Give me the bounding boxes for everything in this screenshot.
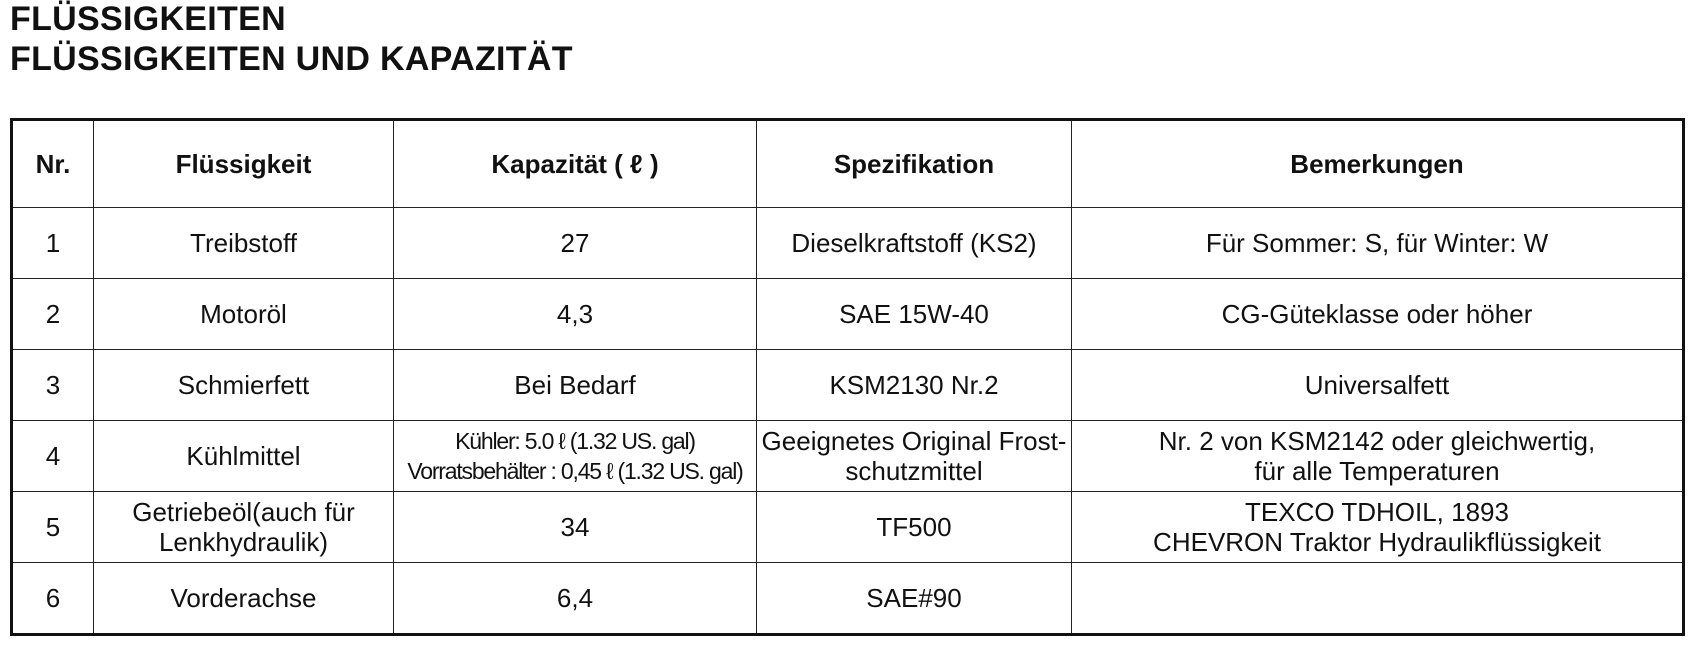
- cell-remarks: [1072, 492, 1684, 563]
- cell-fluid: [94, 350, 394, 421]
- cell-text: 6,4: [556, 583, 594, 613]
- cell-fluid: [94, 279, 394, 350]
- cell-remarks: [1072, 421, 1684, 492]
- cell-specification: [757, 563, 1072, 635]
- column-header-remarks: Bemerkungen: [1072, 120, 1684, 208]
- cell-specification: [757, 208, 1072, 279]
- cell-specification: [757, 421, 1072, 492]
- cell-text: schutzmittel: [845, 456, 983, 486]
- table-row: [12, 421, 1684, 492]
- cell-fluid: [94, 492, 394, 563]
- cell-text: TF500: [876, 512, 952, 542]
- cell-capacity: [394, 563, 757, 635]
- cell-text: Kühlmittel: [186, 441, 301, 471]
- page-subtitle: FLÜSSIGKEITEN UND KAPAZITÄT: [10, 40, 573, 78]
- table-row: [12, 350, 1684, 421]
- cell-text: SAE#90: [866, 583, 962, 613]
- cell-remarks: [1072, 208, 1684, 279]
- column-header-fluid: Flüssigkeit: [94, 120, 394, 208]
- cell-remarks: [1072, 350, 1684, 421]
- cell-text: Getriebeöl(auch für: [132, 497, 355, 527]
- cell-text: CHEVRON Traktor Hydraulikflüssigkeit: [1153, 527, 1601, 557]
- cell-text: SAE 15W-40: [839, 299, 989, 329]
- column-header-capacity: Kapazität ( ℓ ): [394, 120, 757, 208]
- cell-text-reservoir: Vorratsbehälter : 0,45 ℓ (1.32 US. gal): [407, 458, 743, 484]
- cell-text: Geeignetes Original Frost-: [761, 426, 1067, 456]
- cell-remarks: [1072, 279, 1684, 350]
- table-row: [12, 208, 1684, 279]
- cell-text: Für Sommer: S, für Winter: W: [1205, 228, 1549, 258]
- cell-text: für alle Temperaturen: [1254, 456, 1500, 486]
- cell-specification: [757, 279, 1072, 350]
- cell-text: CG-Güteklasse oder höher: [1221, 299, 1533, 329]
- table-header-row: [12, 120, 1684, 208]
- cell-fluid: [94, 563, 394, 635]
- cell-text: 4,3: [556, 299, 594, 329]
- title-block: [10, 0, 573, 80]
- cell-capacity: [394, 208, 757, 279]
- cell-fluid: [94, 208, 394, 279]
- table-row: [12, 563, 1684, 635]
- cell-nr: 6: [12, 563, 94, 635]
- cell-text: Universalfett: [1304, 370, 1450, 400]
- cell-nr: 2: [12, 279, 94, 350]
- column-header-specification: Spezifikation: [757, 120, 1072, 208]
- cell-nr: 1: [12, 208, 94, 279]
- fluids-capacity-table: [10, 118, 1685, 636]
- cell-nr: 4: [12, 421, 94, 492]
- cell-text: Motoröl: [200, 299, 287, 329]
- cell-text: Dieselkraftstoff (KS2): [791, 228, 1037, 258]
- cell-capacity: [394, 421, 757, 492]
- cell-text: Schmierfett: [177, 370, 310, 400]
- cell-text: Vorderachse: [170, 583, 317, 613]
- cell-capacity: [394, 350, 757, 421]
- cell-specification: [757, 492, 1072, 563]
- column-header-nr: Nr.: [12, 120, 94, 208]
- cell-text: KSM2130 Nr.2: [829, 370, 999, 400]
- cell-text: Treibstoff: [190, 228, 297, 258]
- cell-specification: [757, 350, 1072, 421]
- cell-text-radiator: Kühler: 5.0 ℓ (1.32 US. gal): [455, 428, 695, 454]
- cell-nr: 3: [12, 350, 94, 421]
- cell-nr: 5: [12, 492, 94, 563]
- cell-fluid: [94, 421, 394, 492]
- cell-text: Nr. 2 von KSM2142 oder gleichwertig,: [1158, 426, 1596, 456]
- cell-text: Bei Bedarf: [514, 370, 636, 400]
- table-row: [12, 492, 1684, 563]
- table-row: [12, 279, 1684, 350]
- cell-remarks: [1072, 563, 1684, 635]
- page-title: FLÜSSIGKEITEN: [10, 0, 286, 38]
- cell-text: 27: [560, 228, 590, 258]
- cell-capacity: [394, 279, 757, 350]
- cell-capacity: [394, 492, 757, 563]
- cell-text: TEXCO TDHOIL, 1893: [1245, 497, 1509, 527]
- cell-text: Lenkhydraulik): [158, 527, 329, 557]
- cell-text: 34: [560, 512, 590, 542]
